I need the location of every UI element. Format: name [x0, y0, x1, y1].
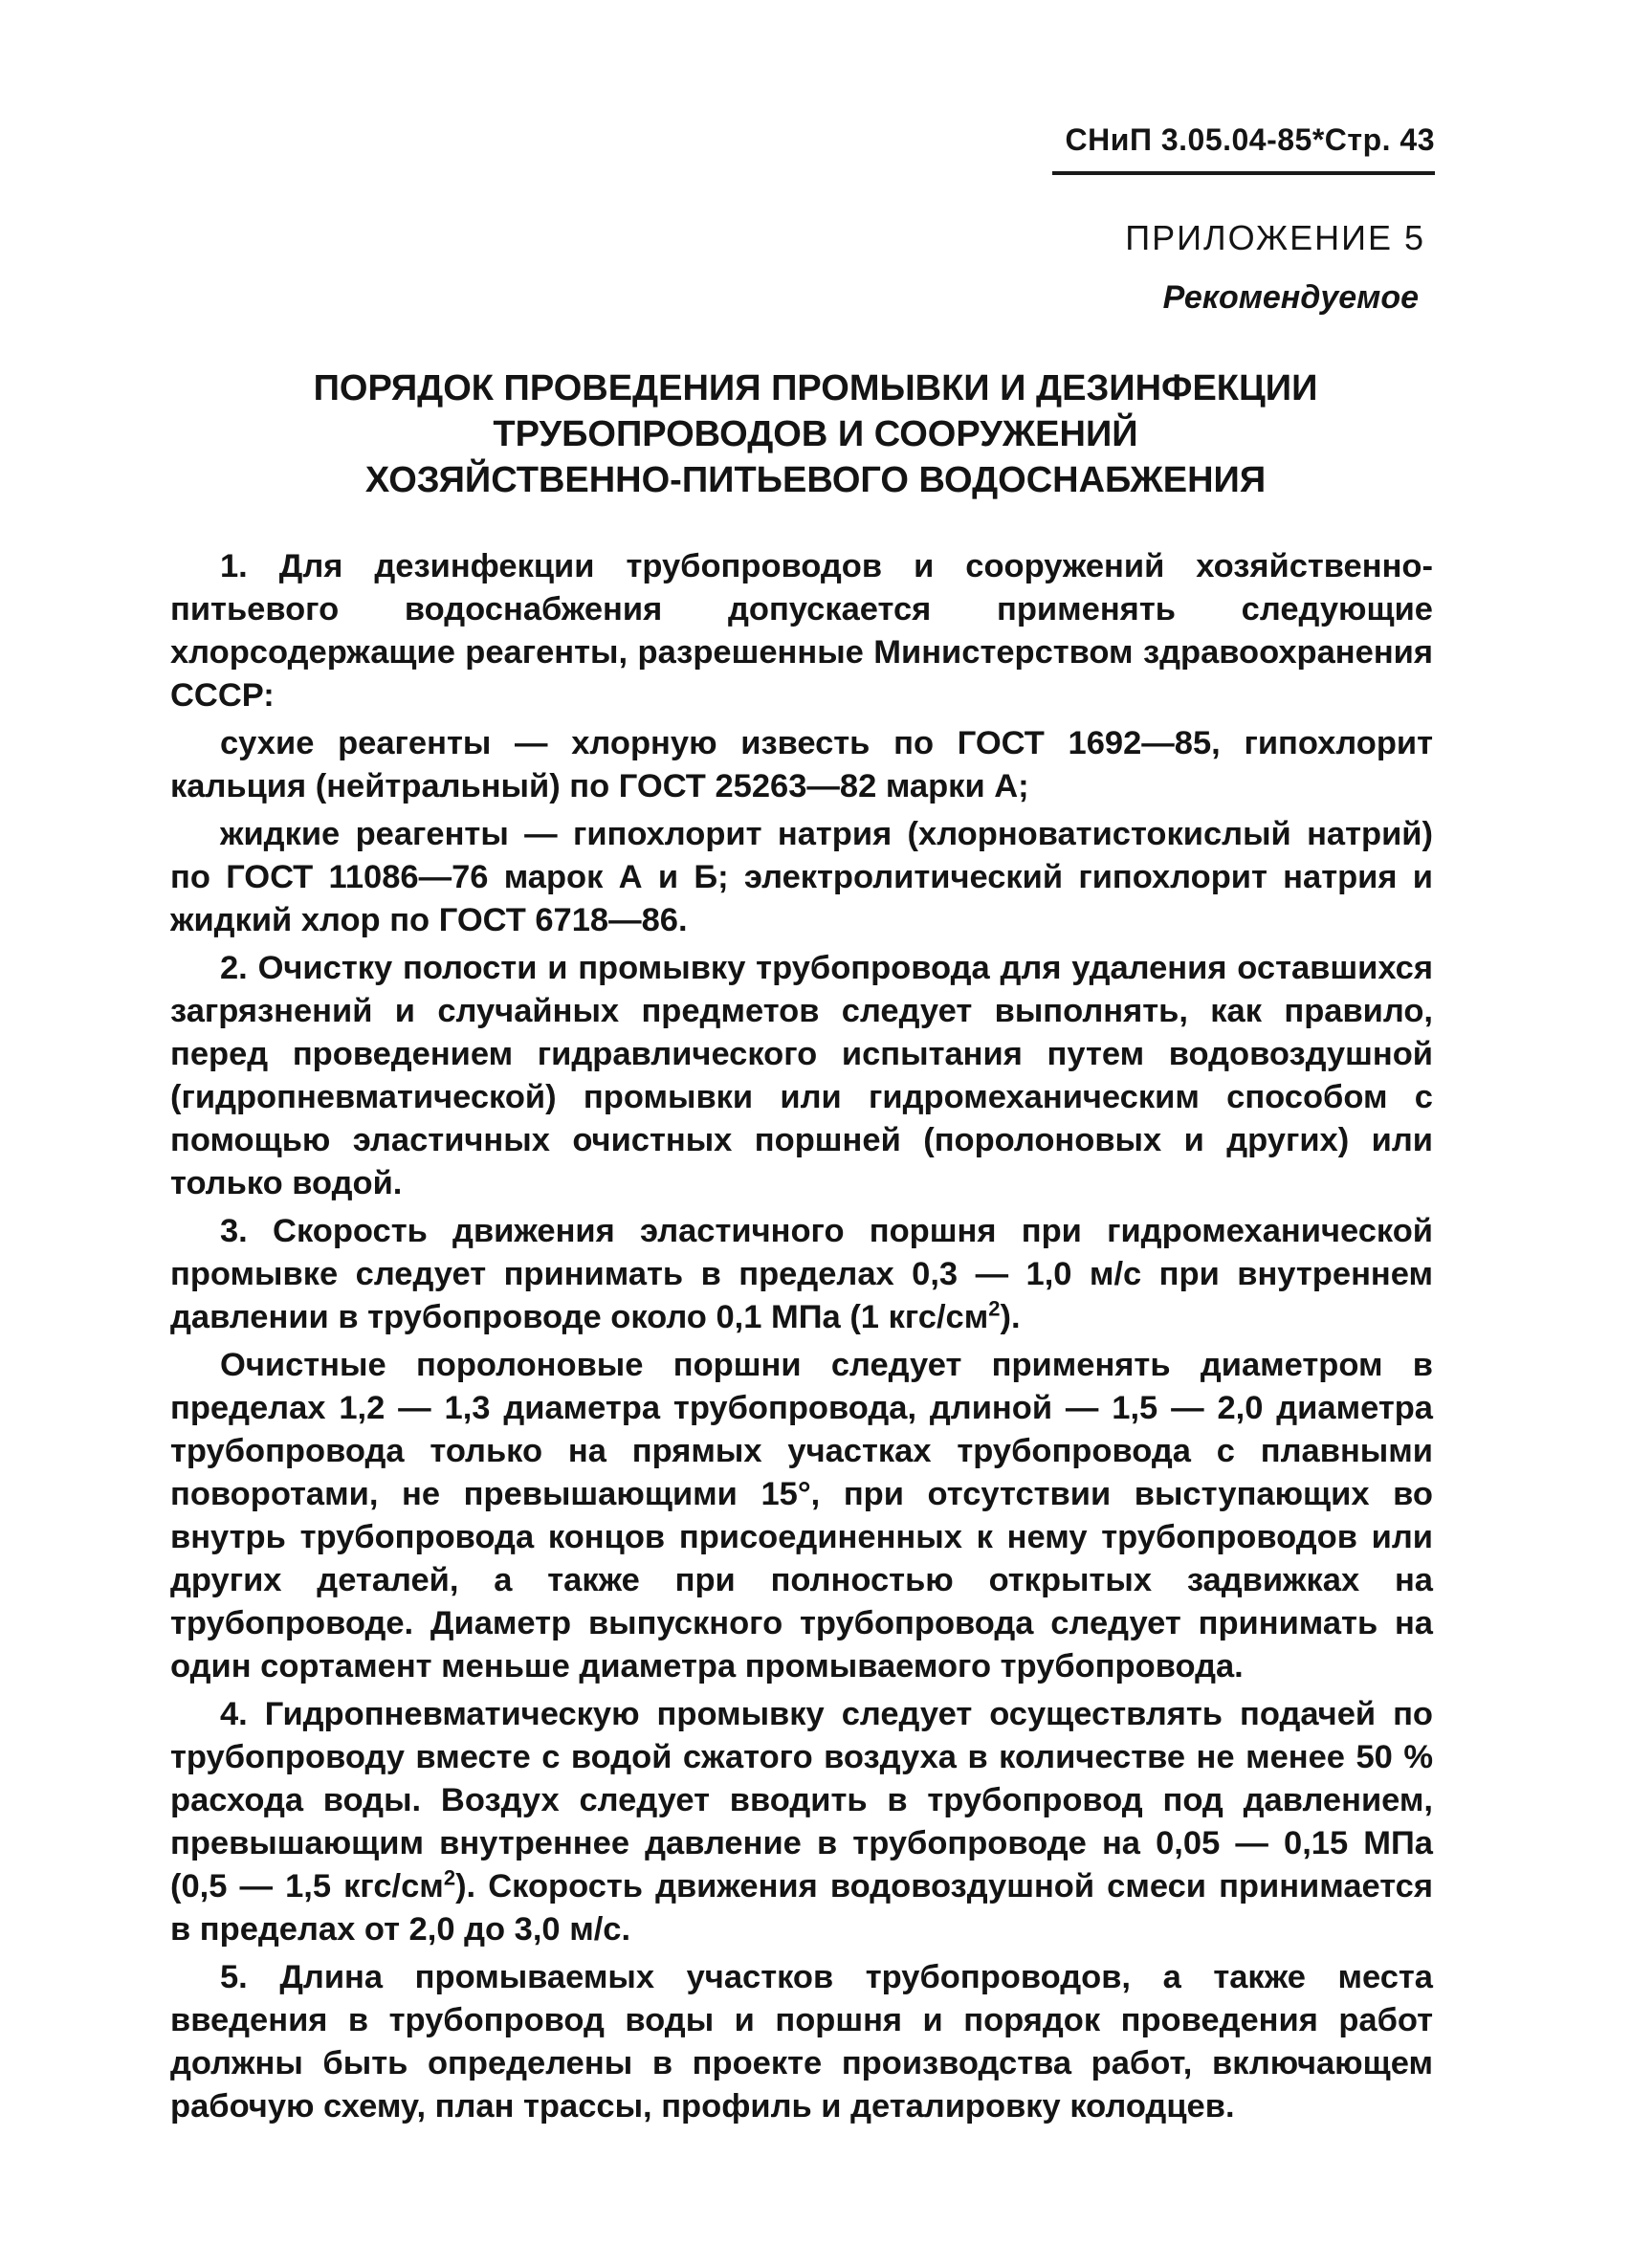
superscript: 2	[443, 1865, 456, 1890]
paragraph-3	[170, 1210, 1433, 1339]
superscript: 2	[988, 1296, 1001, 1321]
paragraph-4-text: 4. Гидропневматическую промывку следует осуществлять подачей по трубопроводу вместе с водой сжатого воздуха в количестве не менее 50 % расхода воды. Воздух следует вводить в трубопровод под давлением, превышающим внутреннее давление в трубопроводе на 0,05 — 0,15 МПа (0,5 — 1,5 кгс/см	[170, 1696, 1433, 1905]
document-body	[170, 545, 1433, 2133]
paragraph-1: 1. Для дезинфекции трубопроводов и сооружений хозяйственно-питьевого водоснабжения допускается применять следующие хлорсодержащие реагенты, разрешенные Министерством здравоохранения СССР:	[170, 548, 1433, 714]
paragraph-3-pistons: Очистные поролоновые поршни следует применять диаметром в пределах 1,2 — 1,3 диаметра трубопровода, длиной — 1,5 — 2,0 диаметра трубопровода только на прямых участках трубопровода с плавными поворотами, не превышающими 15°, при отсутствии выступающих во внутрь трубопровода концов присоединенных к нему трубопроводов или других деталей, а также при полностью открытых задвижках на трубопроводе. Диаметр выпускного трубопровода следует принимать на один сортамент меньше диаметра промываемого трубопровода.	[170, 1347, 1433, 1684]
title-line: ТРУБОПРОВОДОВ И СООРУЖЕНИЙ	[493, 414, 1138, 454]
paragraph-1-liquid-reagents: жидкие реагенты — гипохлорит натрия (хлорноватистокислый натрий) по ГОСТ 11086—76 марок А и Б; электролитический гипохлорит натрия и жидкий хлор по ГОСТ 6718—86.	[170, 816, 1433, 938]
title-line: ПОРЯДОК ПРОВЕДЕНИЯ ПРОМЫВКИ И ДЕЗИНФЕКЦИИ	[313, 368, 1318, 408]
recommended-label: Рекомендуемое	[1162, 279, 1419, 316]
paragraph-2: 2. Очистку полости и промывку трубопровода для удаления оставшихся загрязнений и случайных предметов следует выполнять, как правило, перед проведением гидравлического испытания путем водовоздушной (гидропневматической) промывки или гидромеханическим способом с помощью эластичных очистных поршней (поролоновых и других) или только водой.	[170, 950, 1433, 1201]
paragraph-4	[170, 1693, 1433, 1951]
paragraph-3-text: 3. Скорость движения эластичного поршня при гидромеханической промывке следует принимать в пределах 0,3 — 1,0 м/с при внутреннем давлении в трубопроводе около 0,1 МПа (1 кгс/см	[170, 1213, 1433, 1335]
document-title	[143, 365, 1488, 503]
appendix-label: ПРИЛОЖЕНИЕ 5	[1125, 218, 1425, 257]
paragraph-3-end: ).	[1000, 1299, 1021, 1335]
paragraph-5: 5. Длина промываемых участков трубопроводов, а также места введения в трубопровод воды и поршня и порядок проведения работ должны быть определены в проекте производства работ, включающем рабочую схему, план трассы, профиль и деталировку колодцев.	[170, 1959, 1433, 2125]
title-line: ХОЗЯЙСТВЕННО-ПИТЬЕВОГО ВОДОСНАБЖЕНИЯ	[364, 460, 1267, 500]
page-header: СНиП 3.05.04-85*Стр. 43	[1052, 122, 1435, 175]
paragraph-4-end: ). Скорость движения водовоздушной смеси принимается в пределах от 2,0 до 3,0 м/с.	[170, 1868, 1433, 1948]
paragraph-1-dry-reagents: сухие реагенты — хлорную известь по ГОСТ 1692—85, гипохлорит кальция (нейтральный) по ГОСТ 25263—82 марки А;	[170, 725, 1433, 804]
